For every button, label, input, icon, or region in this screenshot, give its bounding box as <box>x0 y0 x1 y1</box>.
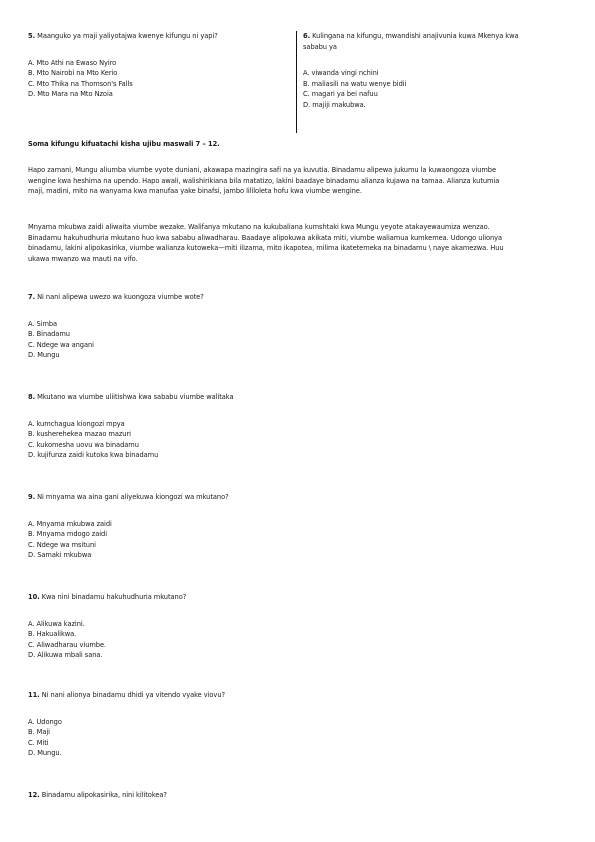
question-10-text: Kwa nini binadamu hakuhudhuria mkutano? <box>41 592 187 601</box>
reading-instruction-text: Soma kifungu kifuatachi kisha ujibu maswali 7 – 12. <box>28 139 220 148</box>
question-7-option-b: B. Binadamu <box>28 329 70 338</box>
question-6-options <box>303 68 563 110</box>
question-7-option-d: D. Mungu <box>28 350 60 359</box>
question-5-options <box>28 58 290 100</box>
question-7 <box>28 292 568 361</box>
question-12-number: 12. <box>28 790 40 799</box>
question-9-stem <box>28 492 568 503</box>
question-11-text: Ni nani alionya binadamu dhidi ya vitendo vyake viovu? <box>41 690 225 699</box>
question-6-option-c: C. magari ya bei nafuu <box>303 89 378 98</box>
question-10-option-c: C. Aliwadharau viumbe. <box>28 639 107 649</box>
question-8-option-c: C. kukomesha uovu wa binadamu <box>28 439 139 449</box>
passage-line: ukawa mwanzo wa mauti na vifo. <box>28 253 138 263</box>
question-9-option-a: A. Mnyama mkubwa zaidi <box>28 518 112 528</box>
question-7-text: Ni nani alipewa uwezo wa kuongoza viumbe wote? <box>37 292 204 301</box>
column-divider <box>296 31 297 133</box>
question-6-text: Kulingana na kifungu, mwandishi anajivunia kuwa Mkenya kwa <box>312 31 519 40</box>
question-10-option-b: B. Hakualikwa. <box>28 629 77 638</box>
question-7-stem <box>28 292 568 303</box>
question-9-option-c: C. Ndege wa msituni <box>28 539 96 549</box>
question-9-options <box>28 519 568 561</box>
question-9-number: 9. <box>28 492 36 501</box>
question-12-stem <box>28 790 568 801</box>
question-8-options <box>28 419 568 461</box>
question-5-text: Maanguko ya maji yaliyotajwa kwenye kifungu ni yapi? <box>37 31 218 40</box>
question-6-option-b: B. maliasili na watu wenye bidii <box>303 78 407 88</box>
passage-line: Mnyama mkubwa zaidi aliwaita viumbe wezake. Walifanya mkutano na kukubaliana kumshtaki kwa Mungu yeyote atakayewaumiza wenzao. <box>28 222 490 231</box>
question-7-options <box>28 319 568 361</box>
question-11 <box>28 690 568 759</box>
question-7-option-c: C. Ndege wa angani <box>28 339 94 349</box>
question-6-option-d: D. majiji makubwa. <box>303 99 366 109</box>
passage-paragraph-1 <box>28 165 568 197</box>
question-10-option-a: A. Alikuwa kazini. <box>28 618 85 628</box>
question-11-option-a: A. Udongo <box>28 716 62 726</box>
question-5 <box>28 31 290 100</box>
passage-line: Hapo zamani, Mungu aliumba viumbe vyote duniani, akawapa mazingira safi na ya kuvutia. Binadamu alipewa jukumu la kuwaongoza viumbe <box>28 165 497 174</box>
question-8-number: 8. <box>28 392 36 401</box>
question-12-text: Binadamu alipokasirika, nini kilitokea? <box>41 790 167 799</box>
question-6-stem-line-1 <box>303 31 563 42</box>
question-10-option-d: D. Alikuwa mbali sana. <box>28 650 103 659</box>
question-8-text: Mkutano wa viumbe uliitishwa kwa sababu viumbe walitaka <box>37 392 234 401</box>
question-11-options <box>28 717 568 759</box>
question-12 <box>28 790 568 801</box>
question-6-number: 6. <box>303 31 311 40</box>
reading-instruction <box>28 139 220 150</box>
question-8-option-d: D. kujifunza zaidi kutoka kwa binadamu <box>28 450 159 459</box>
question-10 <box>28 592 568 661</box>
question-8-option-b: B. kusherehekea mazao mazuri <box>28 429 131 438</box>
question-7-option-a: A. Simba <box>28 318 58 328</box>
question-10-options <box>28 619 568 661</box>
question-11-option-c: C. Miti <box>28 737 49 747</box>
question-9-text: Ni mnyama wa aina gani aliyekuwa kiongozi wa mkutano? <box>37 492 229 501</box>
question-11-option-d: D. Mungu. <box>28 748 62 757</box>
question-5-option-d: D. Mto Mara na Mto Nzoia <box>28 89 113 98</box>
question-5-option-c: C. Mto Thika na Thomson's Falls <box>28 78 133 88</box>
passage-line: binadamu, lakini alipokasirika, viumbe walianza kutoweka—miti ilizama, mito ikapotea, milima ikatetemeka na binadamu \ naye akamezwa. Huu <box>28 243 504 252</box>
question-9-option-d: D. Samaki mkubwa <box>28 550 92 559</box>
question-10-stem <box>28 592 568 603</box>
question-6-option-a: A. viwanda vingi nchini <box>303 68 379 77</box>
question-8-option-a: A. kumchagua kiongozi mpya <box>28 418 125 428</box>
question-5-option-b: B. Mto Nairobi na Mto Kerio <box>28 68 118 77</box>
question-6-stem-line-2: sababu ya <box>303 41 337 51</box>
question-8 <box>28 392 568 461</box>
question-8-stem <box>28 392 568 403</box>
passage-paragraph-2 <box>28 222 568 264</box>
passage-line: wengine kwa heshima na upendo. Hapo awali, walishirikiana bila matatizo, lakini baadaye binadamu alianza kujawa na tamaa. Alianza kutumia <box>28 175 500 185</box>
question-11-stem <box>28 690 568 701</box>
question-11-option-b: B. Maji <box>28 727 50 736</box>
question-10-number: 10. <box>28 592 40 601</box>
question-9 <box>28 492 568 561</box>
question-6 <box>303 31 563 110</box>
question-5-number: 5. <box>28 31 36 40</box>
question-7-number: 7. <box>28 292 36 301</box>
passage-line: Binadamu hakuhudhuria mkutano huo kwa sababu aliwadharau. Baadaye alipokuwa akikata miti, viumbe waliamua kumkemea. Udongo ulionya <box>28 232 503 242</box>
question-5-stem <box>28 31 290 42</box>
question-5-option-a: A. Mto Athi na Ewaso Nyiro <box>28 57 117 67</box>
question-9-option-b: B. Mnyama mdogo zaidi <box>28 529 108 538</box>
passage-line: maji, madini, mito na wanyama kwa manufaa yake binafsi, jambo lililoleta hofu kwa viumbe wengine. <box>28 186 362 195</box>
question-11-number: 11. <box>28 690 40 699</box>
